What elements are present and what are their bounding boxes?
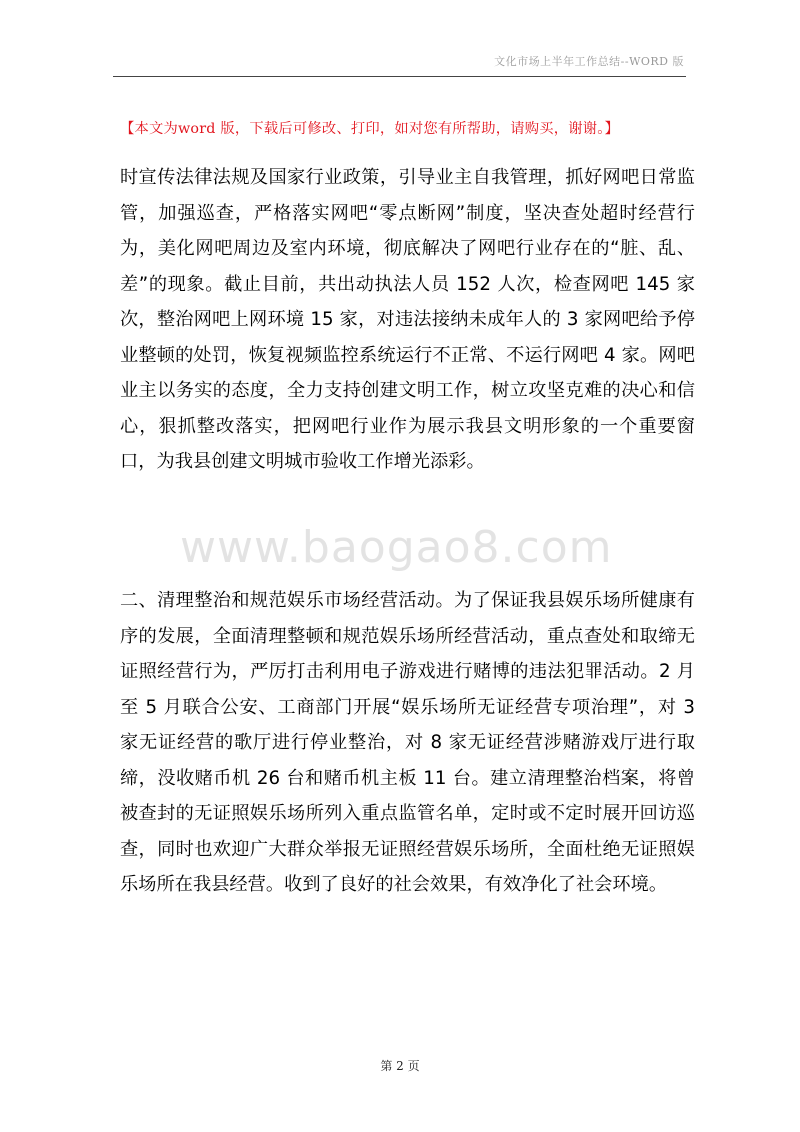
body-paragraph-2: 二、清理整治和规范娱乐市场经营活动。为了保证我县娱乐场所健康有序的发展，全面清理整顿和规范娱乐场所经营活动，重点查处和取缔无证照经营行为，严厉打击利用电子游戏进行赌博的违法犯罪活动。2 月至 5 月联合公安、工商部门开展“娱乐场所无证经营专项治理”，对 3 家无证经营的歌厅进行停业整治，对 8 家无证经营涉赌游戏厅进行取缔，没收赌币机 26 台和赌币机主板 11 台。建立清理整治档案，将曾被查封的无证照娱乐场所列入重点监管名单，定时或不定时展开回访巡查，同时也欢迎广大群众举报无证照经营娱乐场所，全面杜绝无证照娱乐场所在我县经营。收到了良好的社会效果，有效净化了社会环境。 [120, 590, 695, 895]
purchase-notice: 【本文为word 版，下载后可修改、打印，如对您有所帮助，请购买，谢谢。】 [120, 121, 620, 137]
page-header [113, 52, 686, 77]
header-title: 文化市场上半年工作总结--WORD 版 [494, 55, 684, 68]
watermark: www.baogao8.com [180, 522, 613, 573]
body-paragraph-1: 时宣传法律法规及国家行业政策，引导业主自我管理，抓好网吧日常监管，加强巡查，严格落实网吧“零点断网”制度，坚决查处超时经营行为，美化网吧周边及室内环境，彻底解决了网吧行业存在的“脏、乱、差”的现象。截止目前，共出动执法人员 152 人次，检查网吧 145 家次，整治网吧上网环境 15 家，对违法接纳未成年人的 3 家网吧给予停业整顿的处罚，恢复视频监控系统运行不正常、不运行网吧 4 家。网吧业主以务实的态度，全力支持创建文明工作，树立攻坚克难的决心和信心，狠抓整改落实，把网吧行业作为展示我县文明形象的一个重要窗口，为我县创建文明城市验收工作增光添彩。 [120, 167, 695, 472]
page-number: 第 2 页 [380, 1059, 420, 1073]
